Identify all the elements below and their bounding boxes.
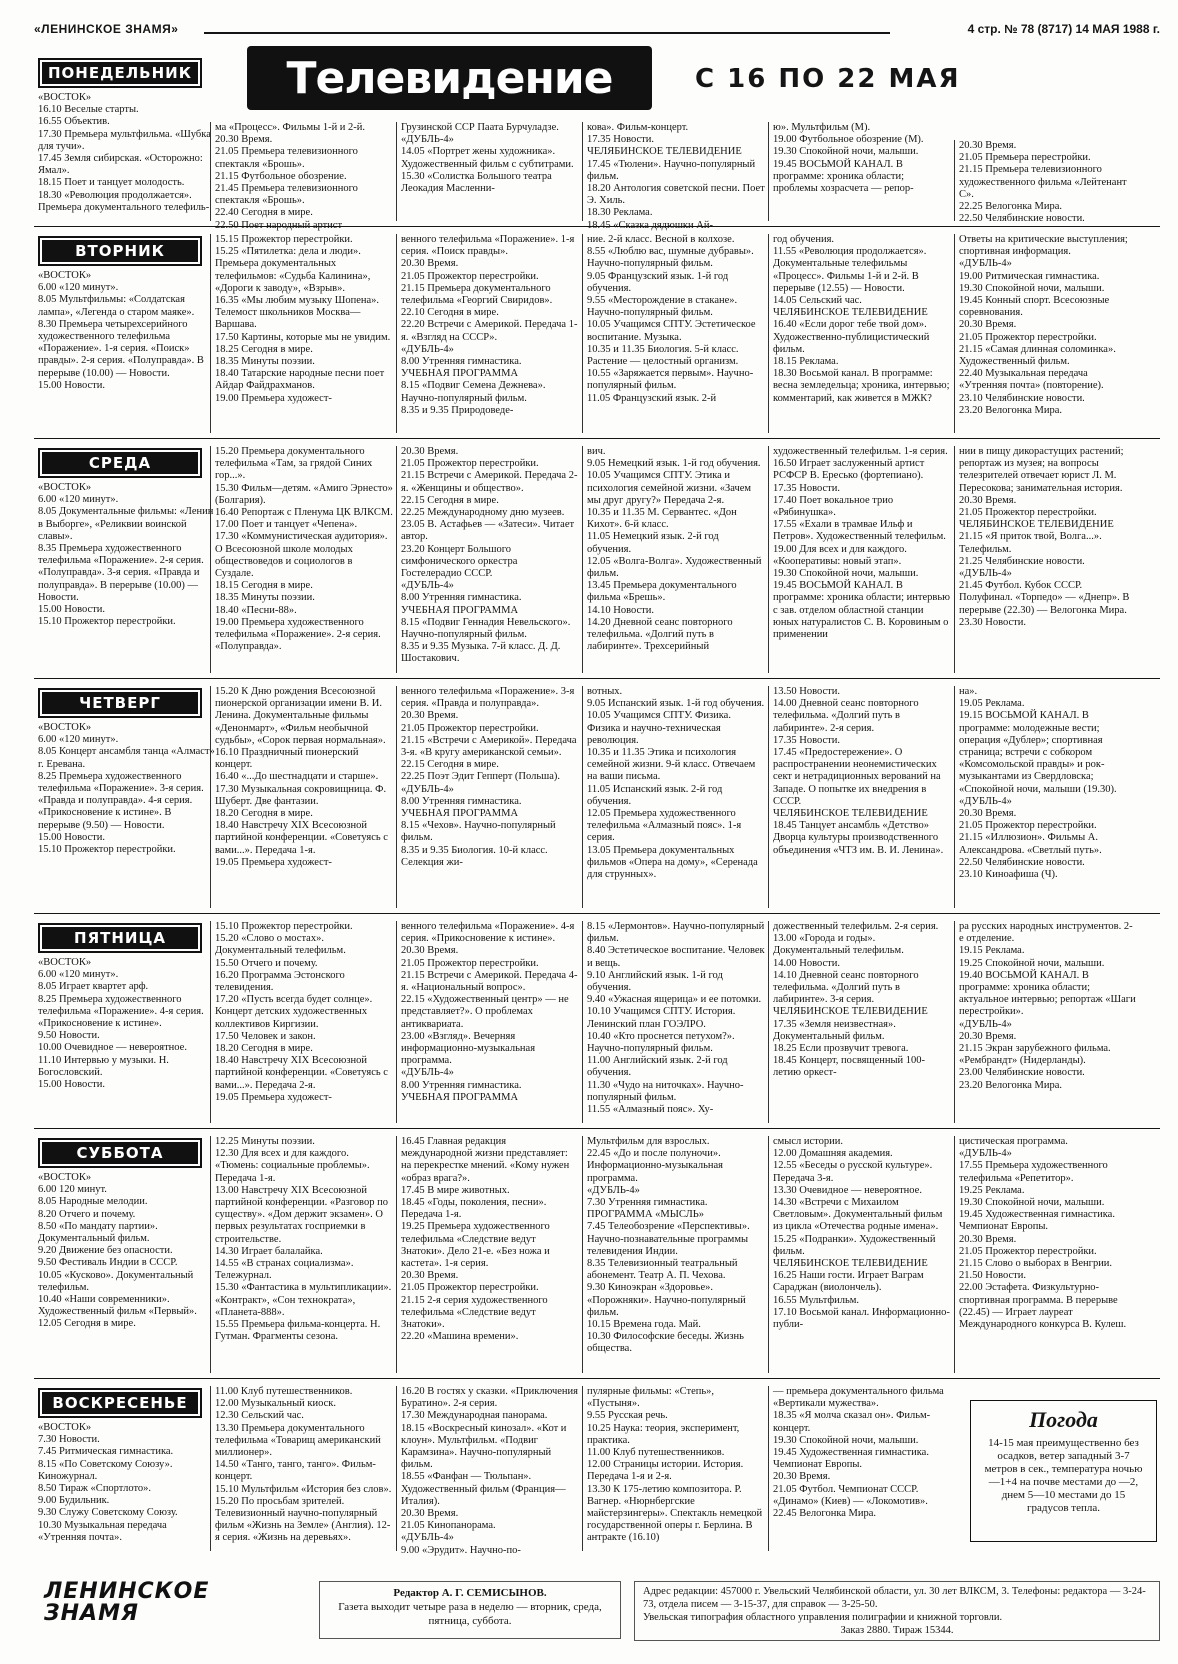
program-column: цистическая программа. «ДУБЛЬ-4» 17.55 Премьера художественного телефильма «Репетитор». 19.25 Реклама. 19.30 Спокойной ночи, малыши. 19.45 Художественная гимнастика. Чемпионат Европы. 20.30 Время. 21.05 Прожектор перестройки. 21.15 Слово о выборах в Венгрии. 21.50 Новости. 22.00 Эстафета. Физкультурно-спортивная программа. В перерыве (22.45) — Играет лауреат Международного конкурса В. Кулеш. xyxy=(959,1136,1127,1331)
column-rule xyxy=(768,686,769,908)
program-column: Грузинской ССР Паата Бурчуладзе. «ДУБЛЬ-4» 14.05 «Портрет жены художника». Художественный фильм с субтитрами. 15.30 «Солистка Большого театра Леокадия Масленни- xyxy=(401,122,574,195)
column-rule xyxy=(954,686,955,908)
program-column: Мультфильм для взрослых. 22.45 «До и после полуночи». Информационно-музыкальная программа. «ДУБЛЬ-4» 7.30 Утренняя гимнастика. ПРОГРАММА «МЫСЛЬ» 7.45 Телеобозрение «Перспективы». Научно-познавательные программы телевидения Индии. 8.35 Телевизионный театральный абонемент. Театр А. П. Чехова. 9.30 Киноэкран «Здоровье». «Порожняки». Научно-популярный фильм. 10.15 Времена года. Май. 10.30 Философские беседы. Жизнь общества. xyxy=(587,1136,750,1355)
header-rule xyxy=(204,32,890,34)
program-column: венного телефильма «Поражение». 4-я серия. «Прикосновение к истине». 20.30 Время. 21.05 Прожектор перестройки. 21.15 Встречи с Америкой. Передача 4-я. «Национальный вопрос». 22.15 «Художественный центр» — не представляет?». О проблемах антиквариата. 23.00 «Взгляд». Вечерняя информационно-музыкальная программа. «ДУБЛЬ-4» 8.00 Утренняя гимнастика. УЧЕБНАЯ ПРОГРАММА xyxy=(401,921,578,1103)
program-column: 8.15 «Лермонтов». Научно-популярный фильм. 8.40 Эстетическое воспитание. Человек и вещь. 9.10 Английский язык. 1-й год обучения. 9.40 «Ужасная ящерица» и ее потомки. 10.10 Учащимся СПТУ. История. Ленинский план ГОЭЛРО. 10.40 «Кто проснется петухом?». Научно-популярный фильм. 11.00 Английский язык. 2-й год обучения. 11.30 «Чудо на ниточках». Научно-популярный фильм. 11.55 «Алмазный пояс». Ху- xyxy=(587,921,765,1116)
paper-logo: ЛЕНИНСКОЕ ЗНАМЯ xyxy=(44,1579,210,1626)
week-dates: С 16 ПО 22 МАЯ xyxy=(695,64,961,94)
program-column: вич. 9.05 Немецкий язык. 1-й год обучения. 10.05 Учащимся СПТУ. Этика и психология семейной жизни. «Зачем мы друг другу?» Передача 2-я. 10.35 и 11.35 М. Сервантес. «Дон Кихот». 6-й класс. 11.05 Немецкий язык. 2-й год обучения. 12.05 «Волга-Волга». Художественный фильм. 13.45 Премьера документального фильма «Брешь». 14.10 Новости. 14.20 Дневной сеанс повторного телефильма. «Долгий путь в лабиринте». Трехсерийный xyxy=(587,446,762,653)
program-column: художественный телефильм. 1-я серия. 16.50 Играет заслуженный артист РСФСР В. Ересько (фортепиано). 17.35 Новости. 17.40 Поет вокальное трио «Рябинушка». 17.55 «Ехали в трамвае Ильф и Петров». Художественный телефильм. 19.00 Для всех и для каждого. «Кооперативы: новый этап». 19.30 Спокойной ночи, малыши. 19.45 ВОСЬМОЙ КАНАЛ. В программе: хроника области; интервью с зав. отделом областной станции юных натуралистов С. В. Коровиным о применении xyxy=(773,446,951,641)
program-column: 15.20 Премьера документального телефильма «Там, за грядой Синих гор...». 15.30 Фильм—детям. «Амиго Эрнесто» (Болгария). 16.40 Репортаж с Пленума ЦК ВЛКСМ. 17.00 Поет и танцует «Чепена». 17.30 «Коммунистическая аудитория». О Всесоюзной школе молодых обществоведов и социологов в Суздале. 18.15 Сегодня в мире. 18.35 Минуты поэзии. 18.40 «Песни-88». 19.00 Премьера художественного телефильма «Поражение». 2-я серия. «Полуправда». xyxy=(215,446,393,653)
column-rule xyxy=(396,1136,397,1373)
address-box xyxy=(634,1581,1160,1641)
printer-info: Увельская типография областного управления полиграфии и книжной торговли. xyxy=(643,1612,1003,1623)
program-column: вотных. 9.05 Испанский язык. 1-й год обучения. 10.05 Учащимся СПТУ. Физика. Физика и научно-техническая революция. 10.35 и 11.35 Этика и психология семейной жизни. 9-й класс. Отвечаем на ваши письма. 11.05 Испанский язык. 2-й год обучения. 12.05 Премьера художественного телефильма «Алмазный пояс». 1-я серия. 13.05 Премьера документальных фильмов «Опера на дому», «Серенада для струнных». xyxy=(587,686,765,881)
day-label: ВТОРНИК xyxy=(38,236,202,266)
column-rule xyxy=(396,234,397,433)
program-column: 16.45 Главная редакция международной жизни представляет: на перекрестке мнений. «Кому нужен «образ врага?». 17.45 В мире животных. 18.45 «Годы, поколения, песни». Передача 1-я. 19.25 Премьера художественного телефильма «Следствие ведут Знатоки». Дело 21-е. «Без ножа и кастета». 1-я серия. 20.30 Время. 21.05 Прожектор перестройки. 21.15 2-я серия художественного телефильма «Следствие ведут Знатоки». 22.20 «Машина времени». xyxy=(401,1136,570,1343)
column-rule xyxy=(582,1136,583,1373)
day-separator xyxy=(34,913,1160,914)
program-column: ние. 2-й класс. Весной в колхозе. 8.55 «Люблю вас, шумные дубравы». Научно-популярный фильм. 9.05 Французский язык. 1-й год обучения. 9.55 «Месторождение в стакане». Научно-популярный фильм. 10.05 Учащимся СПТУ. Эстетическое воспитание. Музыка. 10.35 и 11.35 Биология. 5-й класс. Растение — целостный организм. 10.55 «Заряжается первым». Научно-популярный фильм. 11.05 Французский язык. 2-й xyxy=(587,234,756,404)
program-column: 16.20 В гостях у сказки. «Приключения Буратино». 2-я серия. 17.30 Международная панорама. 18.15 «Воскресный кинозал». «Кот и клоун». Мультфильм. «Подвиг Карамзина». Научно-популярный фильм. 18.55 «Фанфан — Тюльпан». Художественный фильм (Франция—Италия). 20.30 Время. 21.05 Кинопанорама. «ДУБЛЬ-4» 9.00 «Эрудит». Научно-по- xyxy=(401,1386,579,1556)
column-rule xyxy=(768,1136,769,1373)
day-separator xyxy=(34,226,1160,227)
column-rule xyxy=(210,686,211,908)
program-column: смысл истории. 12.00 Домашняя академия. 12.55 «Беседы о русской культуре». Передача 3-я. 13.30 Очевидное — невероятное. 14.30 «Встречи с Михаилом Светловым». Документальный фильм из цикла «Отечества родные имена». 15.25 «Подранки». Художественный фильм. ЧЕЛЯБИНСКОЕ ТЕЛЕВИДЕНИЕ 16.25 Наши гости. Играет Ваграм Сараджан (виолончель). 16.55 Мультфильм. 17.10 Восьмой канал. Информационно-публи- xyxy=(773,1136,950,1331)
program-column: пулярные фильмы: «Степь», «Пустыня». 9.55 Русская речь. 10.25 Наука: теория, эксперимент, практика. 11.00 Клуб путешественников. 12.00 Страницы истории. История. Передача 1-я и 2-я. 13.30 К 175-летию композитора. Р. Вагнер. «Нюрнбергские майстерзингеры». Спектакль немецкой государственной оперы г. Берлина. В антракте (16.10) xyxy=(587,1386,763,1544)
day-separator xyxy=(34,1378,1160,1379)
program-column: кова». Фильм-концерт. 17.35 Новости. ЧЕЛЯБИНСКОЕ ТЕЛЕВИДЕНИЕ 17.45 «Тюлени». Научно-популярный фильм. 18.20 Антология советской песни. Поет Э. Хиль. 18.30 Реклама. 18.45 «Сказка дядюшки Ай- xyxy=(587,122,765,231)
column-rule xyxy=(954,140,955,221)
column-rule xyxy=(768,122,769,221)
column-rule xyxy=(396,446,397,673)
program-column: Ответы на критические выступления; спортивная информация. «ДУБЛЬ-4» 19.00 Ритмическая гимнастика. 19.30 Спокойной ночи, малыши. 19.45 Конный спорт. Всесоюзные соревнования. 20.30 Время. 21.05 Прожектор перестройки. 21.15 «Самая длинная соломинка». Художественный фильм. 22.40 Музыкальная передача «Утренняя почта» (повторение). 23.10 Челябинские новости. 23.20 Велогонка Мира. xyxy=(959,234,1128,416)
publication-schedule: Газета выходит четыре раза в неделю — вторник, среда, пятница, суббота. xyxy=(338,1601,602,1627)
column-rule xyxy=(582,446,583,673)
program-column: 13.50 Новости. 14.00 Дневной сеанс повторного телефильма. «Долгий путь в лабиринте». 2-я серия. 17.35 Новости. 17.45 «Предостережение». О распространении неонемистических сект и нетрадиционных верований на Западе. О попытке их внедрения в СССР. ЧЕЛЯБИНСКОЕ ТЕЛЕВИДЕНИЕ 18.45 Танцует ансамбль «Детство» Дворца культуры производственного объединения «ЧТЗ им. В. И. Ленина». xyxy=(773,686,944,856)
column-rule xyxy=(396,921,397,1123)
day-label: ПЯТНИЦА xyxy=(38,923,202,953)
column-rule xyxy=(210,446,211,673)
program-column: на». 19.05 Реклама. 19.15 ВОСЬМОЙ КАНАЛ. В программе: молодежные вести; операция «Дублер»; спортивная страница; встречи с собкором «Комсомольской правды» и рок-музыкантами из Свердловска; «Спокойной ночи, малыши (19.30). «ДУБЛЬ-4» 20.30 Время. 21.05 Прожектор перестройки. 21.15 «Иллюзион». Фильмы А. Александрова. «Светлый путь». 22.50 Челябинские новости. 23.10 Киноафиша (Ч). xyxy=(959,686,1117,881)
page-footer xyxy=(34,1575,1160,1645)
column-rule xyxy=(210,1136,211,1373)
page-header xyxy=(34,18,1160,40)
column-rule xyxy=(768,234,769,433)
tv-title: Телевидение xyxy=(247,46,652,110)
page-info: 4 стр. № 78 (8717) 14 МАЯ 1988 г. xyxy=(967,22,1160,36)
program-column: венного телефильма «Поражение». 3-я серия. «Правда и полуправда». 20.30 Время. 21.05 Прожектор перестройки. 21.15 «Встречи с Америкой». Передача 3-я. «В кругу американской семьи». 22.15 Сегодня в мире. 22.25 Поэт Эдит Гепперт (Польша). «ДУБЛЬ-4» 8.00 Утренняя гимнастика. УЧЕБНАЯ ПРОГРАММА 8.15 «Чехов». Научно-популярный фильм. 8.35 и 9.35 Биология. 10-й класс. Селекция жи- xyxy=(401,686,577,868)
column-rule xyxy=(582,122,583,221)
editor-box xyxy=(319,1581,621,1639)
day-separator xyxy=(34,678,1160,679)
program-column: дожественный телефильм. 2-я серия. 13.00 «Города и годы». Документальный телефильм. 14.00 Новости. 14.10 Дневной сеанс повторного телефильма. «Долгий путь в лабиринте». 3-я серия. ЧЕЛЯБИНСКОЕ ТЕЛЕВИДЕНИЕ 17.35 «Земля неизвестная». Документальный фильм. 18.25 Если прозвучит тревога. 18.45 Концерт, посвященный 100-летию оркест- xyxy=(773,921,939,1079)
program-column: — премьера документального фильма «Вертикали мужества». 18.35 «Я молча сказал он». Фильм-концерт. 19.30 Спокойной ночи, малыши. 19.45 Художественная гимнастика. Чемпионат Европы. 20.30 Время. 21.05 Футбол. Чемпионат СССР. «Динамо» (Киев) — «Локомотив». 22.45 Велогонка Мира. xyxy=(773,1386,944,1520)
program-column: 11.00 Клуб путешественников. 12.00 Музыкальный киоск. 12.30 Сельский час. 13.30 Премьера документального телефильма «Товарищ американский миллионер». 14.50 «Танго, танго, танго». Фильм-концерт. 15.10 Мультфильм «История без слов». 15.20 По просьбам зрителей. Телевизионный научно-популярный фильм «Жизнь на Земле» (Англия). 12-я серия. «Жизнь на деревьях». xyxy=(215,1386,392,1544)
column-rule xyxy=(210,1386,211,1551)
program-column: венного телефильма «Поражение». 1-я серия. «Поиск правды». 20.30 Время. 21.05 Прожектор перестройки. 21.15 Премьера документального телефильма «Георгий Свиридов». 22.10 Сегодня в мире. 22.20 Встречи с Америкой. Передача 1-я. «Взгляд на СССР». «ДУБЛЬ-4» 8.00 Утренняя гимнастика. УЧЕБНАЯ ПРОГРАММА 8.15 «Подвиг Семена Дежнева». Научно-популярный фильм. 8.35 и 9.35 Природоведе- xyxy=(401,234,578,416)
column-rule xyxy=(954,921,955,1123)
program-column: 15.10 Прожектор перестройки. 15.20 «Слово о мостах». Документальный телефильм. 15.50 Отчего и почему. 16.20 Программа Эстонского телевидения. 17.20 «Пусть всегда будет солнце». Концерт детских художественных коллективов Киргизии. 17.50 Человек и закон. 18.20 Сегодня в мире. 18.40 Навстречу XIX Всесоюзной партийной конференции. «Советуясь с вами...». Передача 2-я. 19.05 Премьера художест- xyxy=(215,921,388,1103)
program-column: ма «Процесс». Фильмы 1-й и 2-й. 20.30 Время. 21.05 Премьера телевизионного спектакля «Брошь». 21.15 Футбольное обозрение. 21.45 Премьера телевизионного спектакля «Брошь». 22.40 Сегодня в мире. 22.50 Поет народный артист xyxy=(215,122,366,231)
editor-name: Редактор А. Г. СЕМИСЫНОВ. xyxy=(393,1587,547,1599)
program-column: год обучения. 11.55 «Революция продолжается». Документальные телефильмы «Процесс». Фильмы 1-й и 2-й. В перерыве (12.55) — Новости. 14.05 Сельский час. ЧЕЛЯБИНСКОЕ ТЕЛЕВИДЕНИЕ 16.40 «Если дорог тебе твой дом». Художественно-публицистический фильм. 18.15 Реклама. 18.30 Восьмой канал. В программе: весна земледельца; хроника, интервью; комментарий, как живется в МЖК? xyxy=(773,234,950,404)
program-column: нии в пищу дикорастущих растений; репортаж из музея; на вопросы телезрителей отвечает юрист Л. М. Пересокова; занимательная история. 20.30 Время. 21.05 Прожектор перестройки. ЧЕЛЯБИНСКОЕ ТЕЛЕВИДЕНИЕ 21.15 «Я приток твой, Волга...». Телефильм. 21.25 Челябинские новости. «ДУБЛЬ-4» 21.45 Футбол. Кубок СССР. Полуфинал. «Торпедо» — «Днепр». В перерыве (22.30) — Велогонка Мира. 23.30 Новости. xyxy=(959,446,1130,628)
program-column: 20.30 Время. 21.05 Премьера перестройки. 21.15 Премьера телевизионного художественного фильма «Лейтенант С». 22.25 Велогонка Мира. 22.50 Челябинские новости. xyxy=(959,140,1127,225)
program-column: 20.30 Время. 21.05 Прожектор перестройки. 21.15 Встречи с Америкой. Передача 2-я. «Женщины и общество». 22.15 Сегодня в мире. 22.25 Международному дню музеев. 23.05 В. Астафьев — «Затеси». Читает автор. 23.20 Концерт Большого симфонического оркестра Гостелерадио СССР. «ДУБЛЬ-4» 8.00 Утренняя гимнастика. УЧЕБНАЯ ПРОГРАММА 8.15 «Подвиг Геннадия Невельского». Научно-популярный фильм. 8.35 и 9.35 Музыка. 7-й класс. Д. Д. Шостакович. xyxy=(401,446,578,665)
column-rule xyxy=(582,1386,583,1551)
program-column: «ВОСТОК» 7.30 Новости. 7.45 Ритмическая гимнастика. 8.15 «По Советскому Союзу». Киножурнал. 8.50 Тираж «Спортлото». 9.00 Будильник. 9.30 Служу Советскому Союзу. 10.30 Музыкальная передача «Утренняя почта». xyxy=(38,1422,178,1543)
program-column: 15.15 Прожектор перестройки. 15.25 «Пятилетка: дела и люди». Премьера документальных телефильмов: «Судьба Калинина», «Дороги к заводу», «Взрыв». 16.35 «Мы любим музыку Шопена». Телемост школьников Москва—Варшава. 17.50 Картины, которые мы не увидим. 18.25 Сегодня в мире. 18.35 Минуты поэзии. 18.40 Татарские народные песни поет Айдар Файдрахманов. 19.00 Премьера художест- xyxy=(215,234,391,404)
program-column: «ВОСТОК» 6.00 «120 минут». 8.05 Документальные фильмы: «Ленин в Выборге», «Реликвии воинской славы». 8.35 Премьера художественного телефильма «Поражение». 2-я серия. «Полуправда». 3-я серия. «Правда и полуправда». В перерыве (10.00) — Новости. 15.00 Новости. 15.10 Прожектор перестройки. xyxy=(38,482,214,628)
paper-name: «ЛЕНИНСКОЕ ЗНАМЯ» xyxy=(34,22,179,36)
weather-title: Погода xyxy=(1029,1407,1098,1432)
day-separator xyxy=(34,438,1160,439)
column-rule xyxy=(396,686,397,908)
column-rule xyxy=(210,122,211,221)
column-rule xyxy=(768,1386,769,1551)
column-rule xyxy=(768,446,769,673)
column-rule xyxy=(954,1136,955,1373)
column-rule xyxy=(582,686,583,908)
order-info: Заказ 2880. Тираж 15344. xyxy=(840,1625,954,1636)
program-column: 15.20 К Дню рождения Всесоюзной пионерской организации имени В. И. Ленина. Документальные фильмы «Денонмарт», «Фильм необычной судьбы», «Сорок первая нормальная». 16.10 Праздничный пионерский концерт. 16.40 «...До шестнадцати и старше». 17.30 Музыкальная сокровищница. Ф. Шуберт. Две фантазии. 18.20 Сегодня в мире. 18.40 Навстречу XIX Всесоюзной партийной конференции. «Советуясь с вами...». Передача 1-я. 19.05 Премьера художест- xyxy=(215,686,388,868)
weather-box xyxy=(970,1400,1157,1542)
column-rule xyxy=(582,921,583,1123)
program-column: ю». Мультфильм (М). 19.00 Футбольное обозрение (М). 19.30 Спокойной ночи, малыши. 19.45 ВОСЬМОЙ КАНАЛ. В программе: хроника области; проблемы хозрасчета — репор- xyxy=(773,122,924,195)
day-label: ВОСКРЕСЕНЬЕ xyxy=(38,1388,202,1418)
column-rule xyxy=(582,234,583,433)
program-column: «ВОСТОК» 6.00 «120 минут». 8.05 Концерт ансамбля танца «Алмаст» г. Еревана. 8.25 Премьера художественного телефильма «Поражение». 3-я серия. «Правда и полуправда». 4-я серия. «Прикосновение к истине». В перерыве (9.50) — Новости. 15.00 Новости. 15.10 Прожектор перестройки. xyxy=(38,722,215,856)
day-label: ЧЕТВЕРГ xyxy=(38,688,202,718)
column-rule xyxy=(396,122,397,221)
day-label: ПОНЕДЕЛЬНИК xyxy=(38,58,202,88)
program-column: 12.25 Минуты поэзии. 12.30 Для всех и для каждого. «Тюмень: социальные проблемы». Передача 1-я. 13.00 Навстречу XIX Всесоюзной партийной конференции. «Разговор по существу». «Дом держит экзамен». О первых результатах госприемки в строительстве. 14.30 Играет балалайка. 14.55 «В странах социализма». Тележурнал. 15.30 «Фантастика в мультипликации». «Контракт», «Сон технократа», «Планета-888». 15.55 Премьера фильма-концерта. Н. Гутман. Фрагменты сезона. xyxy=(215,1136,392,1343)
column-rule xyxy=(954,446,955,673)
editorial-address: Адрес редакции: 457000 г. Увельский Челябинской области, ул. 30 лет ВЛКСМ, 3. Телефоны: редактора — 3-24-73, отдела писем — 3-15-37, для справок — 3-25-50. xyxy=(643,1586,1146,1610)
program-column: «ВОСТОК» 16.10 Веселые старты. 16.55 Объектив. 17.30 Премьера мультфильма. «Шубка для тучи». 17.45 Земля сибирская. «Осторожно: Ямал». 18.15 Поет и танцует молодость. 18.30 «Революция продолжается». Премьера документального телефиль- xyxy=(38,92,211,213)
program-column: ра русских народных инструментов. 2-е отделение. 19.15 Реклама. 19.25 Спокойной ночи, малыши. 19.40 ВОСЬМОЙ КАНАЛ. В программе: хроника области; актуальное интервью; репортаж «Шаги перестройки». «ДУБЛЬ-4» 20.30 Время. 21.15 Экран зарубежного фильма. «Рембрандт» (Нидерланды). 23.00 Челябинские новости. 23.20 Велогонка Мира. xyxy=(959,921,1136,1091)
day-separator xyxy=(34,1128,1160,1129)
column-rule xyxy=(768,921,769,1123)
column-rule xyxy=(954,234,955,433)
weather-text: 14-15 мая преимущественно без осадков, ветер западный 3-7 метров в сек., температура ночью —1+4 на почве местами до —2, днем 5—10 местами до 15 градусов тепла. xyxy=(984,1437,1143,1514)
column-rule xyxy=(396,1386,397,1551)
day-label: СРЕДА xyxy=(38,448,202,478)
program-column: «ВОСТОК» 6.00 «120 минут». 8.05 Играет квартет арф. 8.25 Премьера художественного телефильма «Поражение». 4-я серия. «Прикосновение к истине». 9.50 Новости. 10.00 Очевидное — невероятное. 11.10 Интервью у музыки. Н. Богословский. 15.00 Новости. xyxy=(38,957,204,1091)
program-column: «ВОСТОК» 6.00 «120 минут». 8.05 Мультфильмы: «Солдатская лампа», «Легенда о старом маяке». 8.30 Премьера четырехсерийного художественного телефильма «Поражение». 1-я серия. «Поиск» правды». 2-я серия. «Полуправда». В перерыве (10.00) — Новости. 15.00 Новости. xyxy=(38,270,204,391)
column-rule xyxy=(210,921,211,1123)
column-rule xyxy=(210,234,211,433)
day-label: СУББОТА xyxy=(38,1138,202,1168)
program-column: «ВОСТОК» 6.00 120 минут. 8.05 Народные мелодии. 8.20 Отчего и почему. 8.50 «По мандату партии». Документальный фильм. 9.20 Движение без опасности. 9.50 Фестиваль Индии в СССР. 10.05 «Кусково». Документальный телефильм. 10.40 «Наши современники». Художественный фильм «Первый». 12.05 Сегодня в мире. xyxy=(38,1172,197,1330)
